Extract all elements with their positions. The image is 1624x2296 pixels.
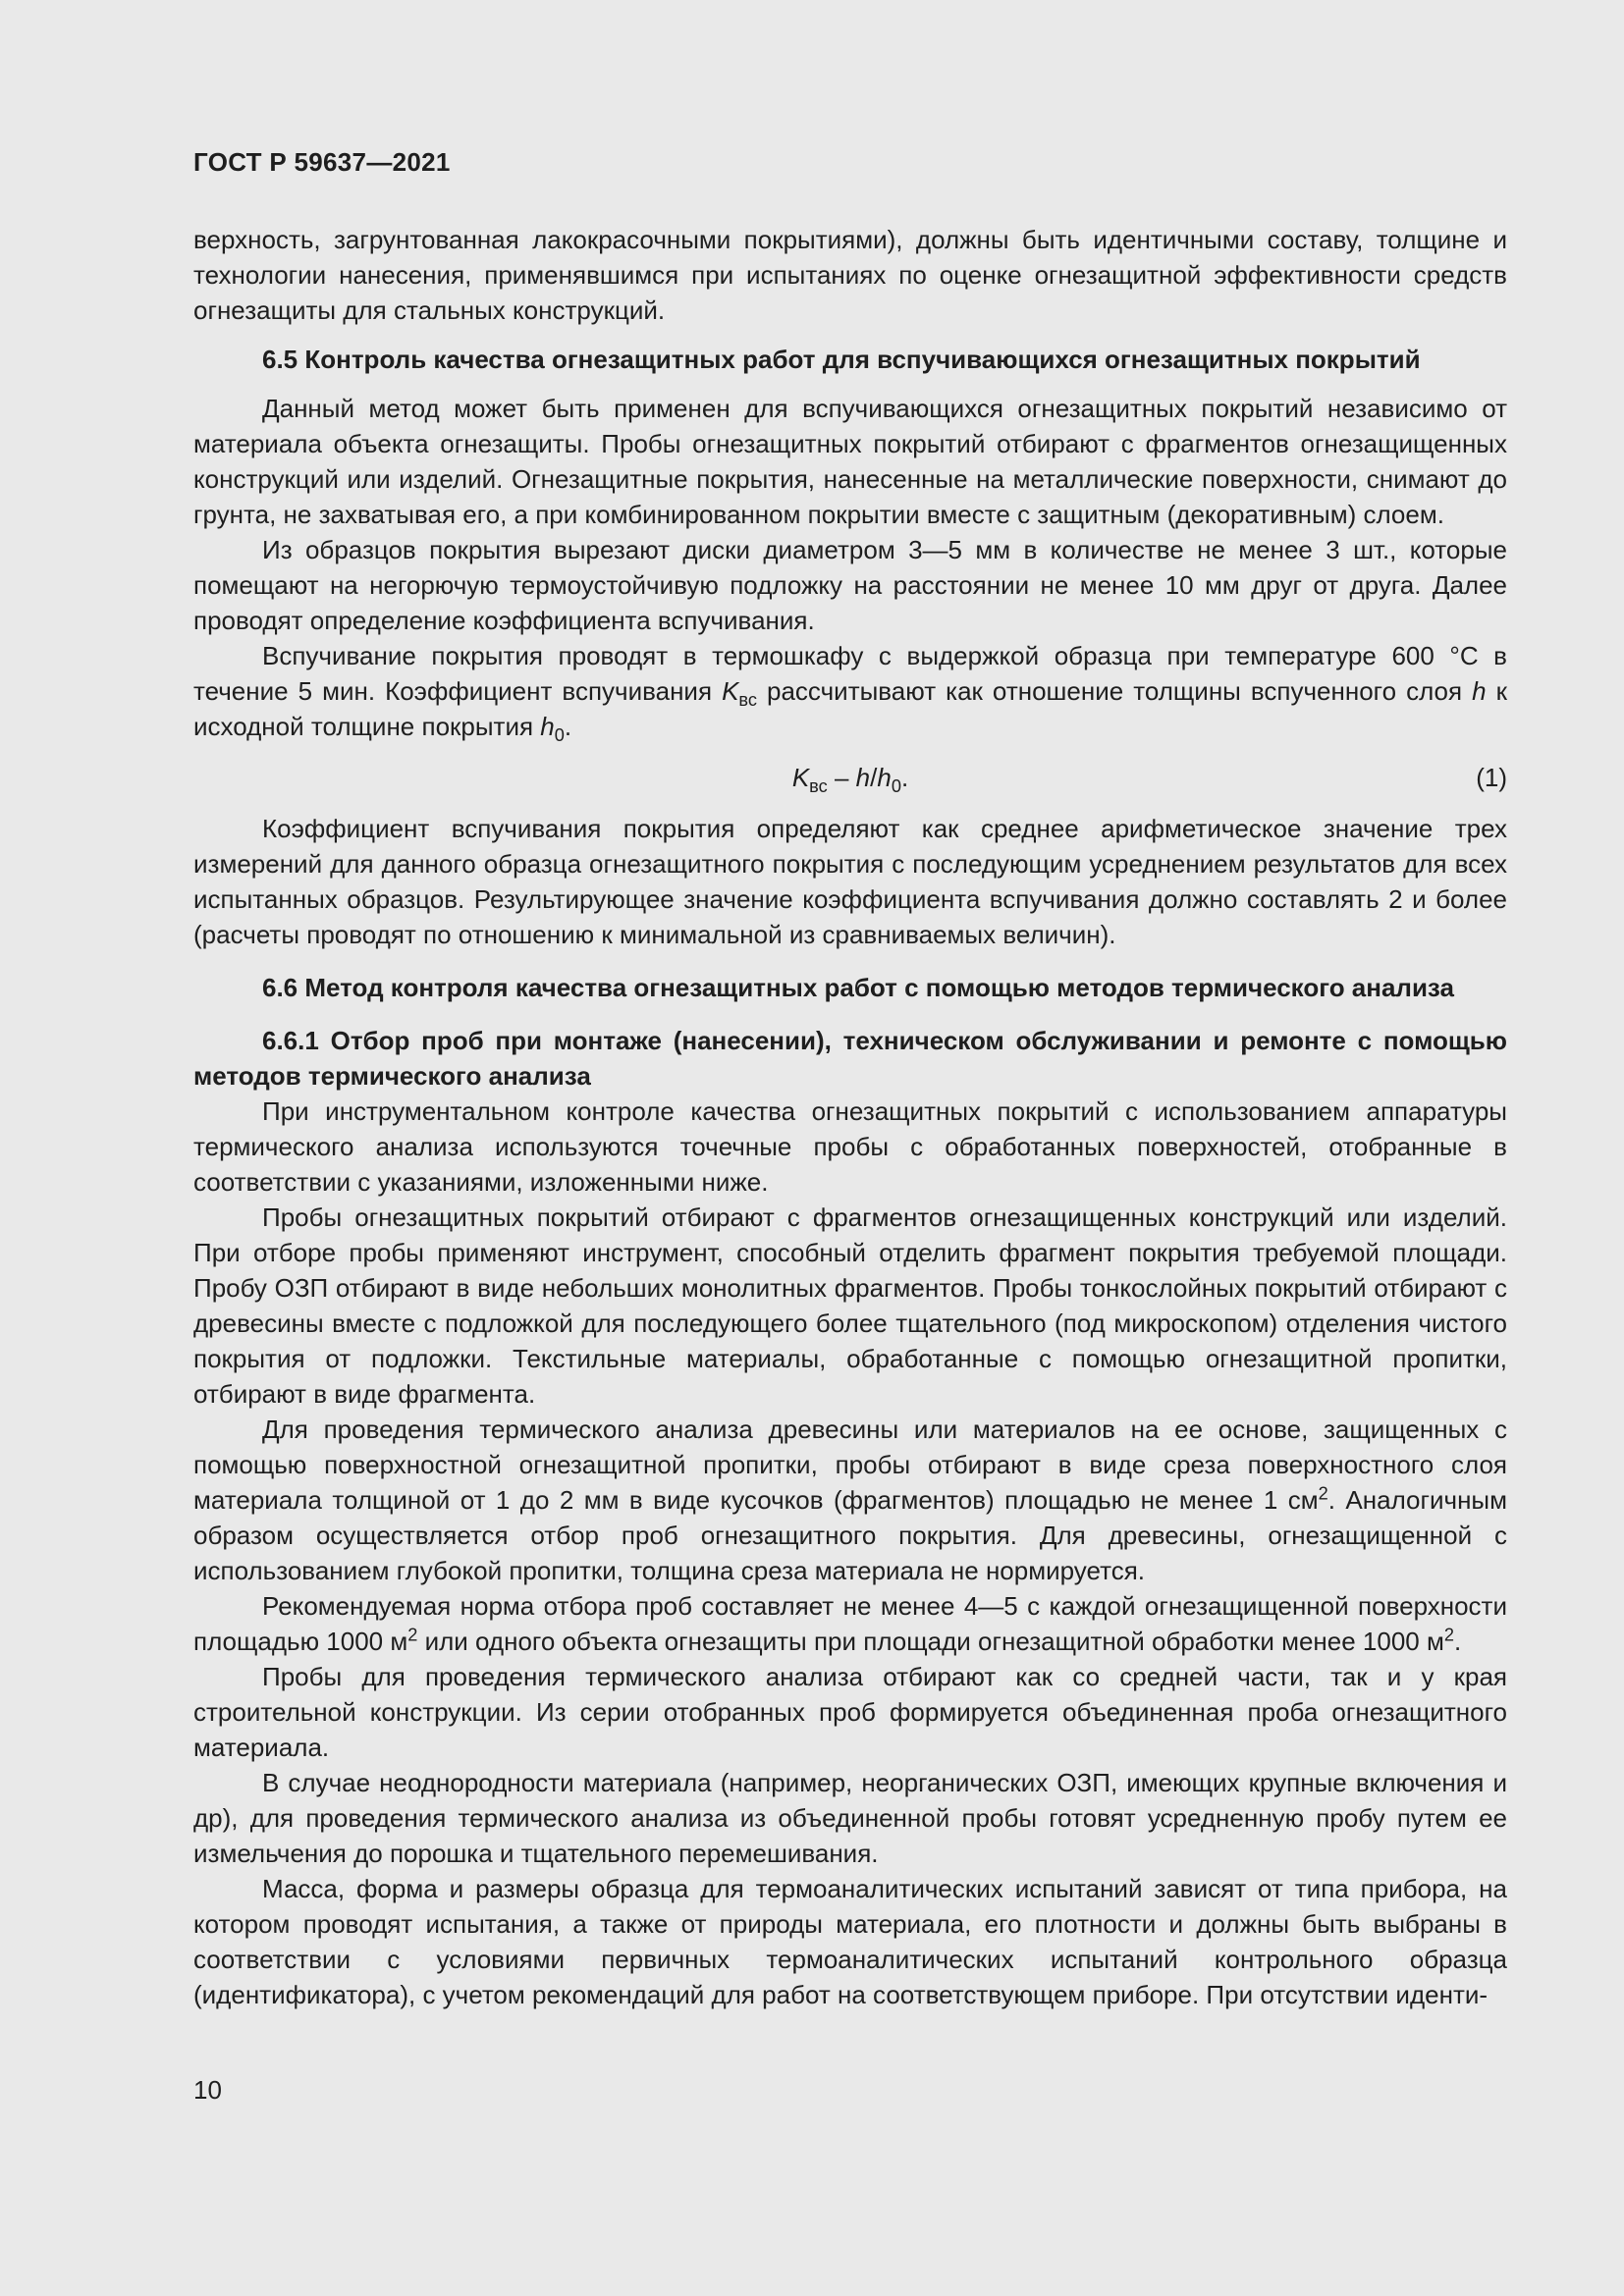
page-number: 10 xyxy=(193,2075,222,2105)
section-heading-6-5: 6.5 Контроль качества огнезащитных работ для вспучивающихся огнезащитных покрытий xyxy=(262,345,1421,374)
paragraph-continuation: верхность, загрунтованная лакокрасочными покрытиями), должны быть идентичными составу, толщине и технологии нанесения, применявшимся при испытаниях по оценке огнезащитной эффективности средств огнезащиты для стальных конструкций. xyxy=(193,225,1507,325)
paragraph: Из образцов покрытия вырезают диски диаметром 3—5 мм в количестве не менее 3 шт., которые помещают на негорючую термоустойчивую подложку на расстоянии не менее 10 мм друг от друга. Далее проводят определение коэффициента вспучивания. xyxy=(193,535,1507,635)
paragraph: Пробы для проведения термического анализа отбирают как со средней части, так и у края строительной конструкции. Из серии отобранных проб формируется объединенная проба огнезащитного материала. xyxy=(193,1662,1507,1762)
section-heading-6-6: 6.6 Метод контроля качества огнезащитных работ с помощью методов термического анализа xyxy=(262,973,1454,1002)
paragraph-expansion-definition: Вспучивание покрытия проводят в термошкафу с выдержкой образца при температуре 600 °С в течение 5 мин. Коэффициент вспучивания $K_{вс}$ рассчитывают как отношение толщины вспученного слоя h к исходной толщине покрытия $h_0$. xyxy=(193,641,1507,746)
section-heading-6-6-1: 6.6.1 Отбор проб при монтаже (нанесении), техническом обслуживании и ремонте с помощью методов термического анализа xyxy=(193,1026,1507,1091)
paragraph-sampling-norm: Рекомендуемая норма отбора проб составляет не менее 4—5 с каждой огнезащищенной поверхности площадью 1000 $м^2$ или одного объекта огнезащиты при площади огнезащитной обработки менее 1000 $м^2$. xyxy=(193,1591,1507,1656)
paragraph: При инструментальном контроле качества огнезащитных покрытий с использованием аппаратуры термического анализа используются точечные пробы с обработанных поверхностей, отобранные в соответствии с указаниями, изложенными ниже. xyxy=(193,1096,1507,1197)
paragraph: Данный метод может быть применен для вспучивающихся огнезащитных покрытий независимо от материала объекта огнезащиты. Пробы огнезащитных покрытий отбирают с фрагментов огнезащищенных конструкций или изделий. Огнезащитные покрытия, нанесенные на металлические поверхности, снимают до грунта, не захватывая его, а при комбинированном покрытии вместе с защитным (декоративным) слоем. xyxy=(193,394,1507,529)
formula-1 xyxy=(193,760,1507,795)
document-body xyxy=(193,222,1507,2012)
paragraph-sample-area: Для проведения термического анализа древесины или материалов на ее основе, защищенных с помощью поверхностной огнезащитной пропитки, пробы отбирают в виде среза поверхностного слоя материала толщиной от 1 до 2 мм в виде кусочков (фрагментов) площадью не менее 1 $см^2$. Аналогичным образом осуществляется отбор проб огнезащитного покрытия. Для древесины, огнезащищенной с использованием глубокой пропитки, толщина среза материала не нормируется. xyxy=(193,1415,1507,1585)
paragraph: Масса, форма и размеры образца для термоаналитических испытаний зависят от типа прибора, на котором проводят испытания, а также от природы материала, его плотности и должны быть выбраны в соответствии с условиями первичных термоаналитических испытаний контрольного образца (идентификатора), с учетом рекомендаций для работ на соответствующем приборе. При отсутствии иденти- xyxy=(193,1874,1507,2009)
paragraph: Пробы огнезащитных покрытий отбирают с фрагментов огнезащищенных конструкций или изделий. При отборе пробы применяют инструмент, способный отделить фрагмент покрытия требуемой площади. Пробу ОЗП отбирают в виде небольших монолитных фрагментов. Пробы тонкослойных покрытий отбирают с древесины вместе с подложкой для последующего более тщательного (под микроскопом) отделения чистого покрытия от подложки. Текстильные материалы, обработанные с помощью огнезащитной пропитки, отбирают в виде фрагмента. xyxy=(193,1202,1507,1409)
document-code-header: ГОСТ Р 59637—2021 xyxy=(193,147,451,177)
formula-expression: $K_{вс} - h/h_0$. xyxy=(791,763,909,797)
paragraph: Коэффициент вспучивания покрытия определяют как среднее арифметическое значение трех измерений для данного образца огнезащитного покрытия с последующим усреднением результатов для всех испытанных образцов. Результирующее значение коэффициента вспучивания должно составлять 2 и более (расчеты проводят по отношению к минимальной из сравниваемых величин). xyxy=(193,814,1507,949)
paragraph: В случае неоднородности материала (например, неорганических ОЗП, имеющих крупные включения и др), для проведения термического анализа из объединенной пробы готовят усредненную пробу путем ее измельчения до порошка и тщательного перемешивания. xyxy=(193,1768,1507,1868)
formula-number: (1) xyxy=(1476,763,1507,792)
